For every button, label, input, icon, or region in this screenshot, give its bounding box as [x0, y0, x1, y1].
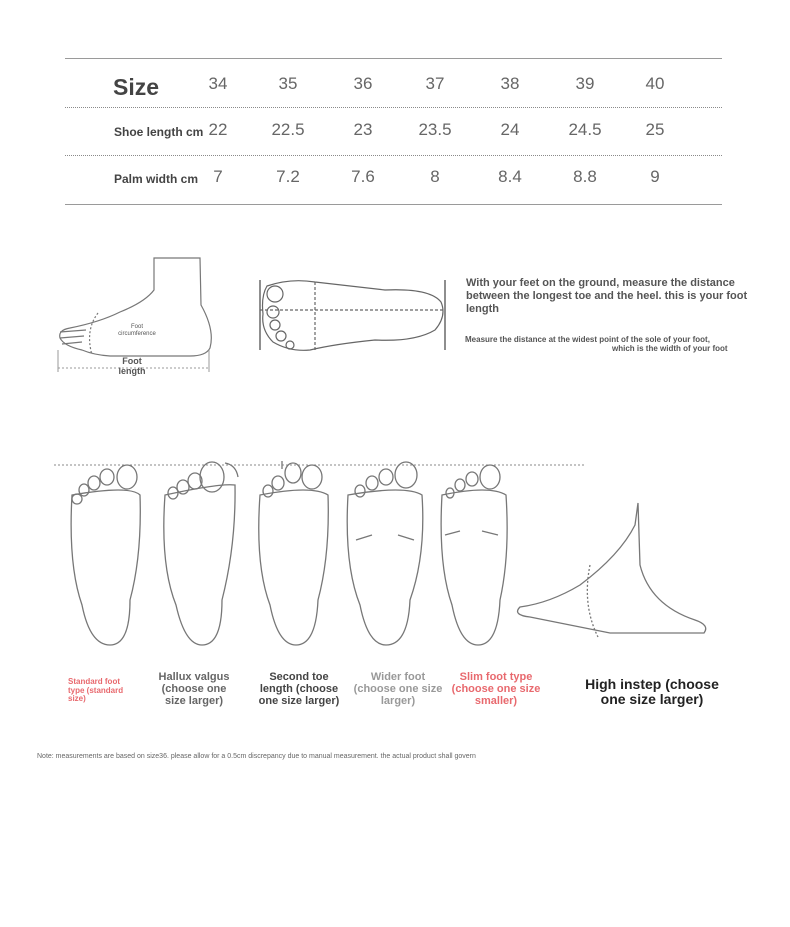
length-instruction: With your feet on the ground, measure the distance between the longest toe and the heel. this is your foot length [466, 277, 748, 316]
measurement-note: Note: measurements are based on size36. please allow for a 0.5cm discrepancy due to manual measurement. the actual product shall govern [37, 753, 476, 760]
table-cell: 37 [425, 74, 445, 93]
foot-type-label: Wider foot (choose one size larger) [353, 671, 443, 707]
table-divider [65, 155, 722, 156]
table-cell: 34 [208, 74, 228, 93]
table-cell: 36 [353, 74, 373, 93]
table-cell: 9 [650, 167, 660, 186]
table-cell: 35 [278, 74, 298, 93]
table-cell: 22 [208, 120, 228, 139]
foot-length-label-1: Foot [122, 356, 142, 366]
table-cell: 7 [213, 167, 223, 186]
foot-length-label-2: length [118, 366, 146, 376]
foot-type-label: Hallux valgus (choose one size larger) [158, 671, 230, 707]
table-cell: 23.5 [418, 120, 452, 139]
table-cell: 7.2 [276, 167, 300, 186]
table-cell: 8.4 [498, 167, 522, 186]
foot-type-label: Second toe length (choose one size larger) [258, 671, 340, 707]
foot-type-label: High instep (choose one size larger) [585, 676, 719, 708]
table-cell: 38 [500, 74, 520, 93]
width-instruction-2: which is the width of your foot [612, 344, 728, 353]
foot-type-label: Slim foot type (choose one size smaller) [451, 671, 541, 707]
foot-circumference-label: Foot circumference [118, 324, 156, 337]
table-cell: 39 [575, 74, 595, 93]
top-foot-length-illustration [255, 272, 450, 357]
table-cell: 23 [353, 120, 373, 139]
table-cell: 40 [645, 74, 665, 93]
table-cell: 25 [645, 120, 665, 139]
table-bottom-border [65, 204, 722, 205]
table-cell: 24.5 [568, 120, 602, 139]
table-divider [65, 107, 722, 108]
table-cell: 7.6 [351, 167, 375, 186]
table-top-border [65, 58, 722, 59]
palm-width-row-label: Palm width cm [114, 172, 199, 186]
table-cell: 24 [500, 120, 520, 139]
foot-type-label: Standard foot type (standard size) [68, 677, 124, 704]
width-instruction-1: Measure the distance at the widest point of the sole of your foot, [465, 335, 710, 344]
size-row-label: Size [113, 74, 160, 100]
shoe-length-row-label: Shoe length cm [114, 125, 204, 139]
table-cell: 8 [430, 167, 440, 186]
table-cell: 22.5 [271, 120, 305, 139]
foot-types-illustration [50, 455, 730, 655]
table-cell: 8.8 [573, 167, 597, 186]
